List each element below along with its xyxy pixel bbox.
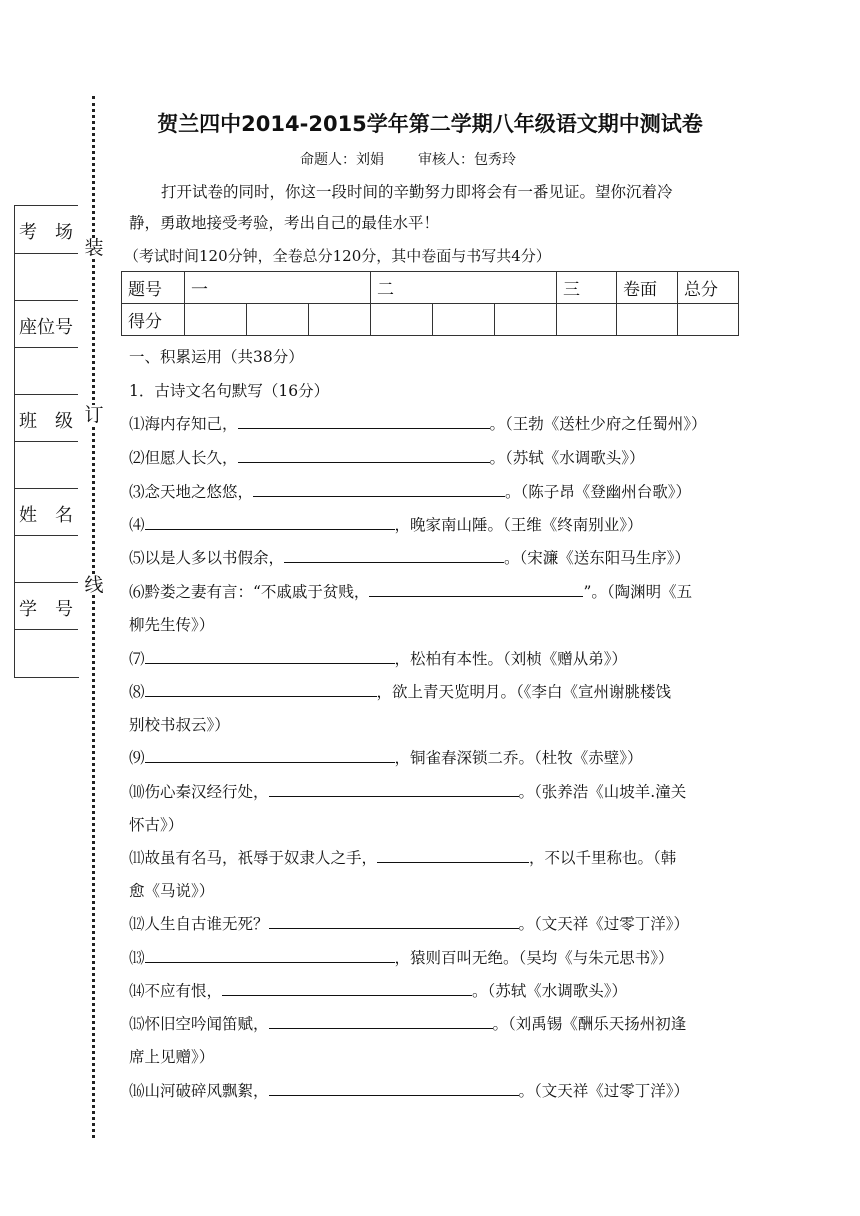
list-item-continuation: 怀古》） (129, 816, 184, 834)
info-divider (14, 205, 78, 206)
author-name: 命题人：刘娟 (300, 152, 384, 168)
answer-blank[interactable] (284, 544, 504, 563)
info-divider (14, 253, 78, 254)
list-item: ⑹黔娄之妻有言：“不戚戚于贫贱， ”。（陶渊明《五 (129, 576, 741, 609)
score-cell[interactable] (371, 304, 433, 336)
answer-blank[interactable] (145, 744, 395, 763)
list-item: ⑷ ，晚家南山陲。（王维《终南别业》） (129, 509, 741, 542)
info-divider (14, 488, 78, 489)
score-cell[interactable] (495, 304, 557, 336)
answer-blank[interactable] (269, 910, 519, 929)
list-item: ⑺ ，松柏有本性。（刘桢《赠从弟》） (129, 643, 741, 676)
answer-blank[interactable] (269, 778, 519, 797)
exam-note: （考试时间120分钟，全卷总分120分，其中卷面与书写共4分） (124, 247, 551, 265)
list-item-continuation: 别校书叔云》） (129, 716, 230, 734)
answer-blank[interactable] (269, 1010, 493, 1029)
list-item: ⑽伤心秦汉经行处， 。（张养浩《山坡羊.潼关 (129, 776, 741, 809)
list-item: ⒃山河破碎风飘絮， 。（文天祥《过零丁洋》） (129, 1075, 741, 1108)
table-header-cell: 二 (371, 272, 557, 304)
list-item: ⑿人生自古谁无死？ 。（文天祥《过零丁洋》） (129, 908, 741, 941)
page-title: 贺兰四中2014-2015学年第二学期八年级语文期中测试卷 (157, 112, 703, 136)
reviewer-name: 审核人：包秀玲 (418, 152, 516, 168)
info-divider (14, 441, 78, 442)
info-divider (14, 394, 78, 395)
list-item-continuation: 愈《马说》） (129, 882, 215, 900)
list-item: ⒂怀旧空吟闻笛赋， 。（刘禹锡《酬乐天扬州初逢 (129, 1008, 741, 1041)
table-header-cell: 三 (557, 272, 617, 304)
score-cell[interactable] (309, 304, 371, 336)
answer-blank[interactable] (145, 944, 395, 963)
answer-blank[interactable] (253, 478, 505, 497)
list-item: ⑼ ，铜雀春深锁二乔。（杜牧《赤壁》） (129, 742, 741, 775)
list-item: ⑶念天地之悠悠， 。（陈子昂《登幽州台歌》） (129, 476, 741, 509)
section-heading: 一、积累运用（共38分） (129, 348, 304, 366)
answer-blank[interactable] (369, 578, 583, 597)
list-item: ⒀ ，猿则百叫无绝。（吴均《与朱元思书》） (129, 942, 741, 975)
exam-room-label: 考 场 (19, 222, 73, 243)
score-cell[interactable] (557, 304, 617, 336)
binding-char-xian: 线 (84, 574, 104, 596)
answer-blank[interactable] (145, 511, 395, 530)
table-row-label: 得分 (122, 304, 185, 336)
score-cell[interactable] (433, 304, 495, 336)
score-table (121, 271, 739, 336)
binding-char-zhuang: 装 (84, 237, 104, 259)
answer-blank[interactable] (145, 678, 377, 697)
list-item: ⑴海内存知己， 。（王勃《送杜少府之任蜀州》） (129, 408, 741, 441)
seat-number-label: 座位号 (19, 317, 73, 338)
question-heading: 1．古诗文名句默写（16分） (129, 382, 330, 400)
info-divider (14, 300, 78, 301)
answer-blank[interactable] (269, 1077, 519, 1096)
score-cell[interactable] (247, 304, 309, 336)
score-cell[interactable] (617, 304, 678, 336)
student-id-label: 学 号 (19, 599, 73, 620)
info-divider (14, 629, 78, 630)
info-divider (14, 535, 78, 536)
answer-blank[interactable] (145, 645, 395, 664)
info-divider (14, 582, 78, 583)
intro-line-1: 打开试卷的同时，你这一段时间的辛勤努力即将会有一番见证。望你沉着冷 (161, 183, 673, 201)
table-header-cell: 一 (185, 272, 371, 304)
intro-line-2: 静，勇敢地接受考验，考出自己的最佳水平！ (129, 214, 440, 232)
list-item: ⑾故虽有名马，祇辱于奴隶人之手， ，不以千里称也。（韩 (129, 842, 741, 875)
author-line (300, 149, 516, 169)
answer-blank[interactable] (238, 410, 490, 429)
answer-blank[interactable] (377, 844, 529, 863)
binding-char-ding: 订 (84, 404, 104, 426)
answer-blank[interactable] (238, 444, 490, 463)
table-header-cell: 总分 (678, 272, 739, 304)
name-label: 姓 名 (19, 505, 73, 526)
list-item: ⑻ ，欲上青天览明月。（《李白《宣州谢脁楼饯 (129, 676, 741, 709)
list-item: ⒁不应有恨， 。（苏轼《水调歌头》） (129, 975, 741, 1008)
list-item-continuation: 席上见赠》） (129, 1048, 215, 1066)
score-cell[interactable] (678, 304, 739, 336)
answer-blank[interactable] (222, 977, 472, 996)
list-item: ⑵但愿人长久， 。（苏轼《水调歌头》） (129, 442, 741, 475)
class-label: 班 级 (19, 411, 73, 432)
score-cell[interactable] (185, 304, 247, 336)
list-item-continuation: 柳先生传》） (129, 616, 215, 634)
table-header-cell: 题号 (122, 272, 185, 304)
info-divider (14, 347, 78, 348)
list-item: ⑸以是人多以书假余， 。（宋濂《送东阳马生序》） (129, 542, 741, 575)
table-header-cell: 卷面 (617, 272, 678, 304)
